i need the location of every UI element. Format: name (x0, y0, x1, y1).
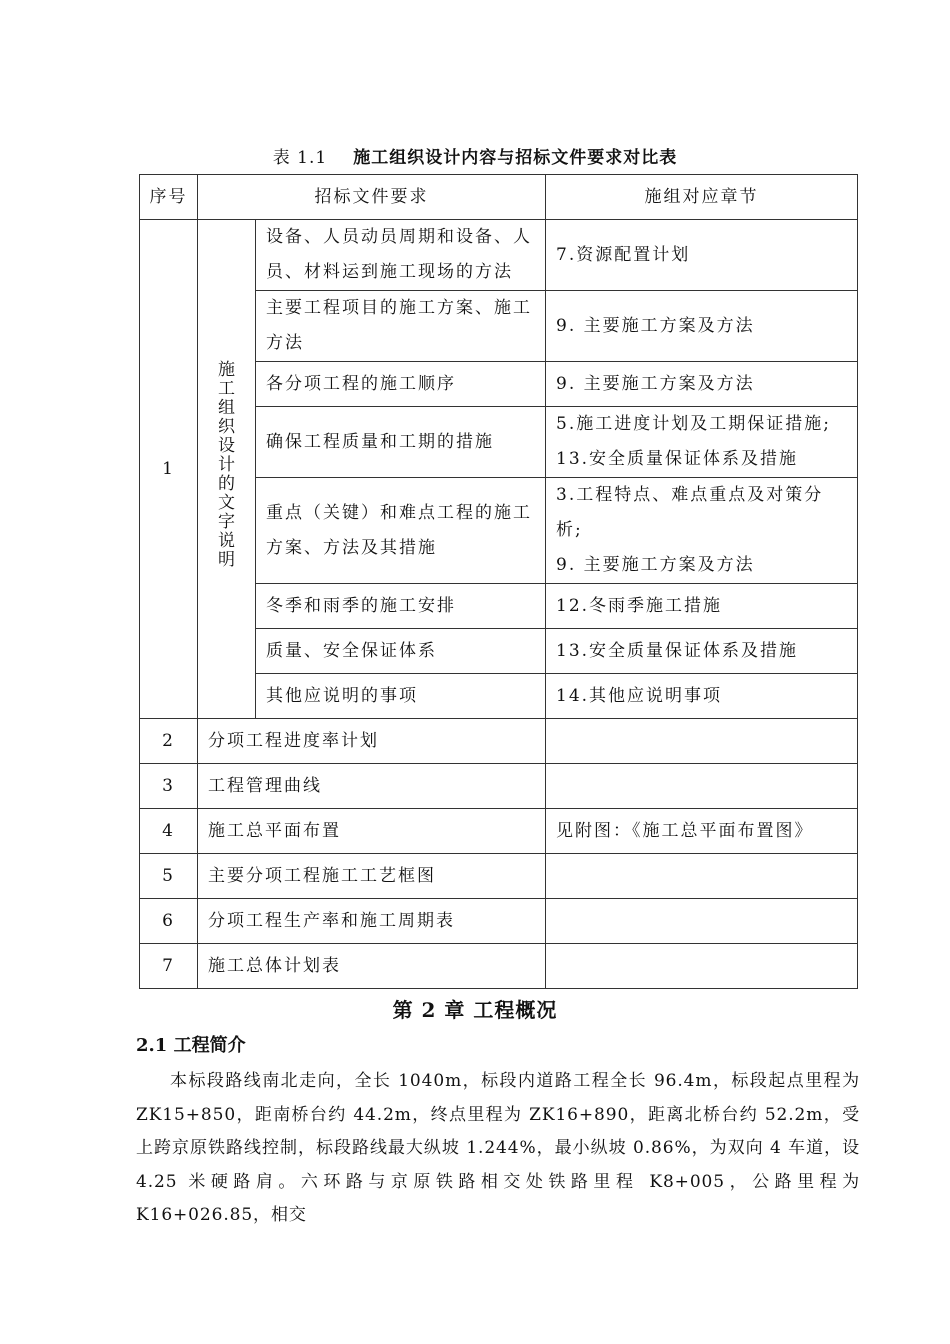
header-chapter: 施组对应章节 (546, 175, 858, 220)
header-requirement: 招标文件要求 (198, 175, 546, 220)
row-seq: 3 (140, 764, 198, 809)
row-seq: 2 (140, 719, 198, 764)
chapter-line: 13.安全质量保证体系及措施 (556, 449, 799, 469)
requirement-cell: 质量、安全保证体系 (256, 629, 546, 674)
requirement-cell: 施工总体计划表 (198, 944, 546, 989)
chapter-cell (546, 719, 858, 764)
requirement-cell: 冬季和雨季的施工安排 (256, 584, 546, 629)
row-seq: 6 (140, 899, 198, 944)
table-title: 施工组织设计内容与招标文件要求对比表 (353, 148, 678, 168)
row-seq: 7 (140, 944, 198, 989)
requirement-cell: 施工总平面布置 (198, 809, 546, 854)
table-row (140, 899, 858, 944)
chapter-line: 9. 主要施工方案及方法 (556, 555, 755, 575)
chapter-cell (546, 764, 858, 809)
table-row (140, 220, 858, 291)
chapter-cell: 见附图：《施工总平面布置图》 (546, 809, 858, 854)
row-seq: 5 (140, 854, 198, 899)
chapter-cell (546, 478, 858, 584)
category-text: 施工组织设计的文字说明 (218, 359, 235, 570)
header-seq: 序号 (140, 175, 198, 220)
table-row (140, 809, 858, 854)
row-seq: 4 (140, 809, 198, 854)
chapter-cell (546, 944, 858, 989)
row-seq-1: 1 (140, 220, 198, 719)
table-row (140, 719, 858, 764)
chapter-line: 5.施工进度计划及工期保证措施; (556, 414, 831, 434)
body-paragraph (136, 1065, 860, 1233)
table-number: 表 1.1 (272, 148, 328, 168)
requirement-cell: 其他应说明的事项 (256, 674, 546, 719)
requirement-cell: 工程管理曲线 (198, 764, 546, 809)
table-header-row (140, 175, 858, 220)
comparison-table (139, 174, 858, 989)
table-row (140, 944, 858, 989)
table-row (140, 854, 858, 899)
requirement-cell: 分项工程生产率和施工周期表 (198, 899, 546, 944)
chapter-heading: 第 2 章 工程概况 (392, 998, 558, 1022)
requirement-cell: 设备、人员动员周期和设备、人员、材料运到施工现场的方法 (256, 220, 546, 291)
requirement-cell: 各分项工程的施工顺序 (256, 362, 546, 407)
chapter-cell: 9. 主要施工方案及方法 (546, 362, 858, 407)
chapter-cell (546, 854, 858, 899)
chapter-cell: 13.安全质量保证体系及措施 (546, 629, 858, 674)
chapter-cell: 14.其他应说明事项 (546, 674, 858, 719)
paragraph-text: 本标段路线南北走向，全长 1040m，标段内道路工程全长 96.4m，标段起点里程为 ZK15+850，距南桥台约 44.2m，终点里程为 ZK16+890，距离北桥台约 52.2m，受上跨京原铁路线控制，标段路线最大纵坡 1.244%，最小纵坡 0.86%，为双向 4 车道，设 4.25 米硬路肩。六环路与京原铁路相交处铁路里程 K8+005，公路里程为 K16+026.85，相交 (136, 1071, 860, 1225)
section-heading: 2.1 工程简介 (136, 1035, 246, 1056)
table-row (140, 764, 858, 809)
chapter-cell (546, 407, 858, 478)
requirement-cell: 主要工程项目的施工方案、施工方法 (256, 291, 546, 362)
chapter-cell (546, 899, 858, 944)
requirement-cell: 确保工程质量和工期的措施 (256, 407, 546, 478)
requirement-cell: 主要分项工程施工工艺框图 (198, 854, 546, 899)
requirement-cell: 重点（关键）和难点工程的施工方案、方法及其措施 (256, 478, 546, 584)
chapter-line: 3.工程特点、难点重点及对策分析; (556, 485, 824, 540)
category-cell (198, 220, 256, 719)
chapter-cell: 7.资源配置计划 (546, 220, 858, 291)
chapter-cell: 12.冬雨季施工措施 (546, 584, 858, 629)
requirement-cell: 分项工程进度率计划 (198, 719, 546, 764)
chapter-cell: 9. 主要施工方案及方法 (546, 291, 858, 362)
table-caption (0, 143, 950, 168)
